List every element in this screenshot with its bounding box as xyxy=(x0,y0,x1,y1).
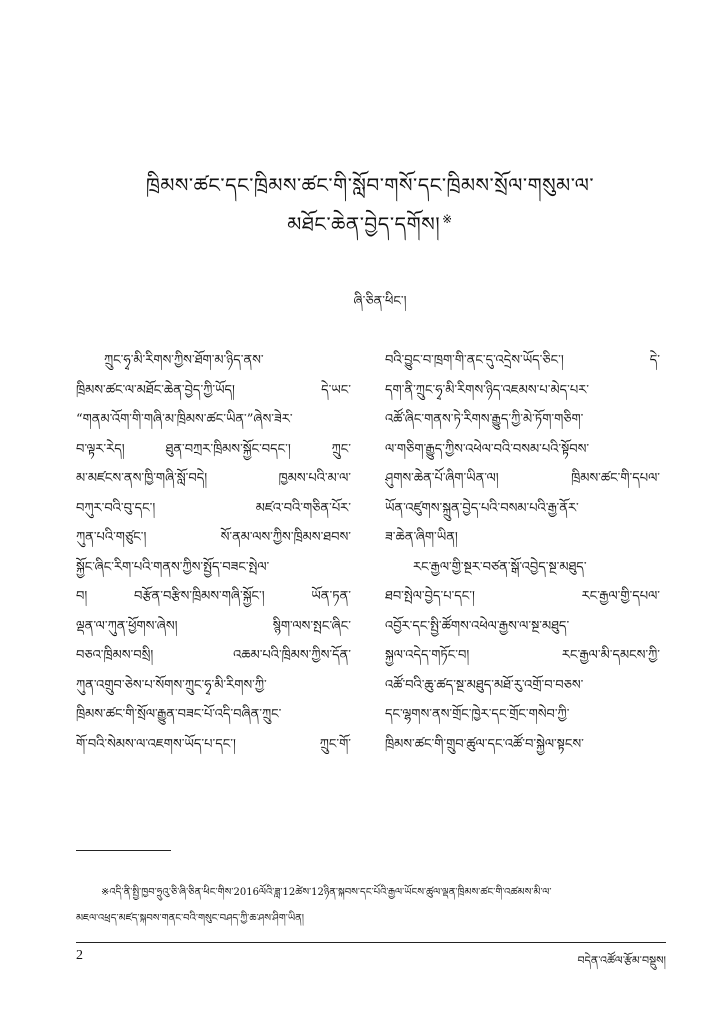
footer-divider xyxy=(76,942,666,943)
body-line: ཀུན་འགྲུབ་ཅེས་པ་སོགས་ཀྲུང་ཧྭ་མི་རིགས་ཀྱི་ xyxy=(76,677,267,693)
page-number: 2 xyxy=(76,948,83,963)
body-line: ལྡན་ལ་ཀུན་ཕྱོགས་ཞེས། སྙིག་ལས་སྤང་ཞིང་ xyxy=(76,618,351,634)
body-line: འཚོ་བའི་ཆུ་ཚད་སྔ་མཐུད་མཐོ་རུ་འགྲོ་བ་བཅས་ xyxy=(385,677,584,693)
body-line: འབྱོར་དང་སྤྱི་ཚོགས་འཕེལ་རྒྱས་ལ་སྔ་མཐུད་ xyxy=(385,618,570,634)
body-line: སྐྱལ་འདེད་གཏོང་བ། རང་རྒྱལ་མི་དམངས་ཀྱི་ xyxy=(385,648,660,663)
body-line: ཁྲིམས་ཚང་ལ་མཐོང་ཆེན་བྱེད་ཀྱི་ཡོད། དེ་ཡང་ xyxy=(76,382,351,398)
body-line: ཁྲིམས་ཚང་གི་གྲུབ་ཚུལ་དང་འཚོ་བ་སྐྱེལ་སྟངས་ xyxy=(385,736,584,752)
body-line: སྐྱོང་ཞིང་རིག་པའི་གནས་ཀྱིས་སྤྱོད་བཟང་སྤེལ་ xyxy=(76,559,270,575)
body-line: དག་ནི་ཀྲུང་ཧྭ་མི་རིགས་ཉིད་འཇམས་པ་མེད་པར་ xyxy=(385,382,590,398)
body-line: བའི་བྱུང་བ་ཁྲག་གི་ནང་དུ་འདྲེས་ཡོད་ཅིང་། དེ་ xyxy=(385,353,660,368)
body-line: ཀུན་པའི་གཙུང་། སོ་ནམ་ལས་ཀྱིས་ཁྲིམས་ཐབས་ xyxy=(76,530,351,545)
body-line: བཅའ་ཁྲིམས་བསྲི། འཆམ་པའི་ཁྲིམས་ཀྱིས་དོན་ xyxy=(76,648,351,663)
footnote xyxy=(76,880,666,932)
article-title-text-2: མཐོང་ཆེན་བྱེད་དགོས། xyxy=(287,212,441,236)
footnote-line: མཇལ་འཕྲད་མཛད་སྐབས་གནང་བའི་གསུང་བཤད་ཀྱི་ཆ་ཤས་ཤིག་ཡིན། xyxy=(76,913,304,924)
body-line: དང་ལྷགས་ནས་གྲོང་ཁྱེར་དང་གྲོང་གསེབ་ཀྱི་ xyxy=(385,707,570,722)
body-line: “གནམ་འོག་གི་གཞི་མ་ཁྲིམས་ཚང་ཡིན་”ཞེས་ཟེར་ xyxy=(76,412,293,427)
right-text-column xyxy=(385,346,660,759)
running-footer: བདེན་འཚོལ་རྩོམ་བསྡུས། xyxy=(577,954,666,967)
body-line: རང་རྒྱལ་གྱི་སྔར་བཙན་སྒོ་འབྱེད་སྔ་མཐུད་ xyxy=(413,559,587,575)
body-line: བ་ལྟར་རེད། ཐུན་བཀྲར་ཁྲིམས་སྐྱོང་བདང་། ཀྲུང་ xyxy=(76,441,351,457)
body-line: ཀྲུང་ཧྭ་མི་རིགས་ཀྱིས་ཐོག་མ་ཉིད་ནས་ xyxy=(104,353,264,368)
article-title-line-2 xyxy=(110,212,630,236)
body-line: ཁྲིམས་ཚང་གི་སྲོལ་རྒྱུན་བཟང་པོ་འདི་བཞིན་ཀྲུང་ xyxy=(76,707,282,722)
body-line: བཀུར་བའི་བུ་དང་། མཛའ་བའི་གཅིན་པོར་ xyxy=(76,500,351,516)
left-text-column xyxy=(76,346,351,759)
body-line: ཟ་ཆེན་ཞིག་ཡིན། xyxy=(385,530,458,545)
body-line: ལ་གཅིག་རྒྱུད་ཀྱིས་འཕེལ་བའི་བསམ་པའི་སྟོབས་ xyxy=(385,441,590,457)
body-line: ཤུགས་ཆེན་པོ་ཞིག་ཡིན་ལ། ཁྲིམས་ཚང་གི་དཔལ་ xyxy=(385,471,660,486)
author-byline: ཞི་ཅིན་ཕིང་། xyxy=(353,294,407,309)
article-title-text-1: ཁྲིམས་ཚང་དང་ཁྲིམས་ཚང་གི་སློབ་གསོ་དང་ཁྲིམས་སྲོལ་གསུམ་ལ་ xyxy=(145,173,595,197)
footnote-line: ※འདི་ནི་སྤྱི་ཁྱབ་ཧྲུའུ་ཅི་ཞི་ཅིན་ཕིང་གིས་2016ལོའི་ཟླ་12ཚེས་12ཉིན་སྐབས་དང་པོའི་རྒྱལ་ཡོངས་ཚུལ་ལྡན་ཁྲིམས་ཚང་གི་འཚམས་མི་ལ་ xyxy=(101,887,552,898)
body-line: མ་མཛངས་ནས་ཁྱི་གཞི་སློ་བདེ། ཁྱམས་པའི་མ་ལ་ xyxy=(76,471,351,486)
footnote-separator xyxy=(76,850,171,851)
body-line: ཡོན་འཛུགས་སྐྲུན་བྱེད་པའི་བསམ་པའི་རྒྱ་ནོར་ xyxy=(385,500,579,516)
body-line: བ། བརྩོན་བརྩིས་ཁྲིམས་གཞི་སྐྱོང་། ཡོན་ཏན་ xyxy=(76,589,351,604)
body-line: ཐབ་སྤེལ་བྱེད་པ་དང་། རང་རྒྱལ་གྱི་དཔལ་ xyxy=(385,589,660,604)
title-reference-mark: ※ xyxy=(442,212,453,226)
body-line: གོ་བའི་སེམས་ལ་འཇགས་ཡོད་པ་དང་། ཀྲུང་གོ་ xyxy=(76,736,351,752)
article-title-line-1 xyxy=(110,173,630,197)
body-line: འཚོ་ཞིང་གནས་ཏེ་རིགས་རྒྱུད་ཀྱི་མེ་ཏོག་གཅིག་ xyxy=(385,412,584,427)
